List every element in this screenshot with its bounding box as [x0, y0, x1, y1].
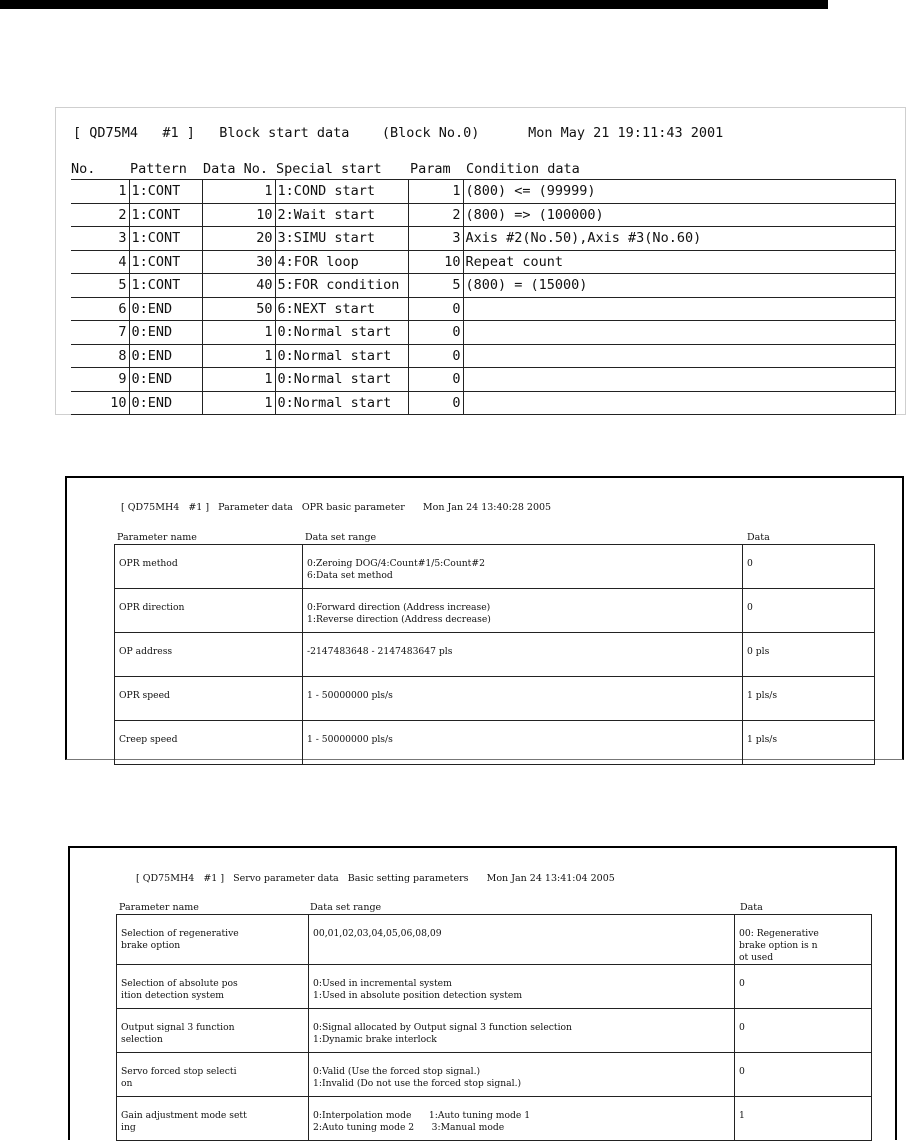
row-no: 1: [71, 180, 129, 204]
cell-line: 6:Data set method: [307, 570, 393, 581]
table-row: [71, 321, 895, 345]
table-row: [71, 203, 895, 227]
cell-line: 1 - 50000000 pls/s: [307, 690, 393, 701]
cell-line: 1 pls/s: [747, 690, 778, 701]
top-rule: [0, 0, 828, 9]
data-set-range-cell: [309, 915, 735, 965]
col-no: No.: [71, 161, 96, 177]
cell-line: 0:Used in incremental system: [313, 978, 452, 989]
cell-line: brake option: [121, 940, 181, 951]
cell-line: 1 - 50000000 pls/s: [307, 734, 393, 745]
table-row: [115, 633, 875, 677]
row-condition: [463, 297, 895, 321]
data-cell: [735, 1097, 872, 1141]
param-name-cell: [115, 633, 303, 677]
row-special-start: 5:FOR condition: [275, 274, 408, 298]
cell-line: ition detection system: [121, 990, 224, 1001]
opr-col-name: Parameter name: [117, 532, 197, 543]
row-special-start: 0:Normal start: [275, 368, 408, 392]
row-data-no: 1: [202, 391, 275, 415]
row-param: 3: [408, 227, 463, 251]
data-set-range-cell: [309, 1097, 735, 1141]
row-pattern: 1:CONT: [129, 203, 202, 227]
row-param: 0: [408, 321, 463, 345]
row-no: 3: [71, 227, 129, 251]
row-pattern: 1:CONT: [129, 274, 202, 298]
table-row: [115, 589, 875, 633]
cell-line: on: [121, 1078, 133, 1089]
cell-line: ot used: [739, 952, 774, 963]
param-name-cell: [115, 721, 303, 765]
servo-parameter-screen: [68, 846, 897, 1140]
servo-col-name: Parameter name: [119, 902, 199, 913]
row-data-no: 40: [202, 274, 275, 298]
data-cell: [743, 677, 875, 721]
row-no: 10: [71, 391, 129, 415]
table-row: [115, 677, 875, 721]
data-cell: [743, 589, 875, 633]
col-special-start: Special start: [276, 161, 382, 177]
row-special-start: 0:Normal start: [275, 321, 408, 345]
row-pattern: 1:CONT: [129, 227, 202, 251]
cell-line: Gain adjustment mode sett: [121, 1110, 247, 1121]
table-row: [117, 1053, 872, 1097]
cell-line: Selection of regenerative: [121, 928, 239, 939]
data-set-range-cell: [309, 1053, 735, 1097]
row-special-start: 0:Normal start: [275, 391, 408, 415]
data-cell: [735, 1009, 872, 1053]
row-special-start: 6:NEXT start: [275, 297, 408, 321]
col-condition-data: Condition data: [466, 161, 580, 177]
row-pattern: 1:CONT: [129, 250, 202, 274]
cell-line: 1:Invalid (Do not use the forced stop signal.): [313, 1078, 522, 1089]
row-data-no: 1: [202, 321, 275, 345]
servo-col-data: Data: [740, 902, 763, 913]
row-condition: (800) = (15000): [463, 274, 895, 298]
row-pattern: 1:CONT: [129, 180, 202, 204]
row-no: 6: [71, 297, 129, 321]
row-data-no: 1: [202, 368, 275, 392]
cell-line: ing: [121, 1122, 136, 1133]
data-set-range-cell: [309, 965, 735, 1009]
param-name-cell: [117, 1097, 309, 1141]
row-pattern: 0:END: [129, 297, 202, 321]
row-pattern: 0:END: [129, 321, 202, 345]
row-data-no: 1: [202, 344, 275, 368]
param-name-cell: [117, 915, 309, 965]
row-pattern: 0:END: [129, 368, 202, 392]
table-row: [71, 297, 895, 321]
block-start-data-screen: [55, 107, 906, 415]
col-param: Param: [410, 161, 451, 177]
opr-parameter-screen: [65, 476, 904, 760]
param-name-cell: [117, 965, 309, 1009]
cell-line: OPR method: [119, 558, 178, 569]
opr-col-range: Data set range: [305, 532, 377, 543]
table-row: [71, 250, 895, 274]
row-special-start: 0:Normal start: [275, 344, 408, 368]
table-row: [115, 545, 875, 589]
cell-line: 0:Interpolation mode 1:Auto tuning mode 1: [313, 1110, 531, 1121]
data-cell: [743, 545, 875, 589]
block-start-header: [ QD75M4 #1 ] Block start data (Block No.0) Mon May 21 19:11:43 2001: [73, 125, 724, 141]
table-row: [117, 1009, 872, 1053]
row-param: 1: [408, 180, 463, 204]
param-name-cell: [115, 545, 303, 589]
table-row: [115, 721, 875, 765]
table-row: [71, 227, 895, 251]
data-set-range-cell: [309, 1009, 735, 1053]
block-start-table: [71, 179, 896, 415]
row-param: 5: [408, 274, 463, 298]
cell-line: 0: [747, 558, 753, 569]
data-set-range-cell: [303, 677, 743, 721]
col-data-no: Data No.: [203, 161, 269, 177]
opr-col-data: Data: [747, 532, 770, 543]
row-param: 0: [408, 297, 463, 321]
opr-table: [114, 544, 875, 765]
row-data-no: 50: [202, 297, 275, 321]
servo-table: [116, 914, 872, 1141]
row-condition: Repeat count: [463, 250, 895, 274]
row-condition: [463, 368, 895, 392]
row-pattern: 0:END: [129, 344, 202, 368]
table-row: [71, 180, 895, 204]
row-no: 4: [71, 250, 129, 274]
row-data-no: 1: [202, 180, 275, 204]
cell-line: 0 pls: [747, 646, 770, 657]
table-row: [117, 1097, 872, 1141]
cell-line: 0: [739, 1022, 745, 1033]
cell-line: 1 pls/s: [747, 734, 778, 745]
cell-line: -2147483648 - 2147483647 pls: [307, 646, 453, 657]
data-cell: [743, 721, 875, 765]
row-condition: (800) => (100000): [463, 203, 895, 227]
row-data-no: 30: [202, 250, 275, 274]
col-pattern: Pattern: [130, 161, 187, 177]
row-special-start: 3:SIMU start: [275, 227, 408, 251]
cell-line: Creep speed: [119, 734, 178, 745]
data-set-range-cell: [303, 633, 743, 677]
row-condition: (800) <= (99999): [463, 180, 895, 204]
row-data-no: 10: [202, 203, 275, 227]
row-condition: [463, 321, 895, 345]
cell-line: 0:Signal allocated by Output signal 3 function selection: [313, 1022, 572, 1033]
cell-line: OPR direction: [119, 602, 185, 613]
cell-line: Servo forced stop selecti: [121, 1066, 237, 1077]
row-data-no: 20: [202, 227, 275, 251]
param-name-cell: [115, 589, 303, 633]
row-no: 9: [71, 368, 129, 392]
row-special-start: 1:COND start: [275, 180, 408, 204]
row-no: 8: [71, 344, 129, 368]
table-row: [117, 915, 872, 965]
data-cell: [743, 633, 875, 677]
cell-line: 1:Reverse direction (Address decrease): [307, 614, 491, 625]
table-row: [71, 274, 895, 298]
cell-line: Selection of absolute pos: [121, 978, 238, 989]
servo-header: [ QD75MH4 #1 ] Servo parameter data Basic setting parameters Mon Jan 24 13:41:04 2005: [136, 873, 615, 884]
data-set-range-cell: [303, 545, 743, 589]
cell-line: 0: [739, 978, 745, 989]
cell-line: 00: Regenerative: [739, 928, 819, 939]
row-special-start: 2:Wait start: [275, 203, 408, 227]
param-name-cell: [115, 677, 303, 721]
data-cell: [735, 965, 872, 1009]
row-no: 2: [71, 203, 129, 227]
row-condition: Axis #2(No.50),Axis #3(No.60): [463, 227, 895, 251]
cell-line: OPR speed: [119, 690, 170, 701]
row-condition: [463, 344, 895, 368]
data-set-range-cell: [303, 721, 743, 765]
cell-line: 1:Used in absolute position detection system: [313, 990, 523, 1001]
cell-line: 1:Dynamic brake interlock: [313, 1034, 437, 1045]
table-row: [71, 368, 895, 392]
param-name-cell: [117, 1009, 309, 1053]
opr-header: [ QD75MH4 #1 ] Parameter data OPR basic parameter Mon Jan 24 13:40:28 2005: [121, 502, 552, 513]
row-param: 10: [408, 250, 463, 274]
cell-line: Output signal 3 function: [121, 1022, 235, 1033]
row-pattern: 0:END: [129, 391, 202, 415]
cell-line: 0: [747, 602, 753, 613]
cell-line: 00,01,02,03,04,05,06,08,09: [313, 928, 442, 939]
cell-line: 0:Valid (Use the forced stop signal.): [313, 1066, 481, 1077]
table-row: [71, 344, 895, 368]
data-cell: [735, 915, 872, 965]
cell-line: 0: [739, 1066, 745, 1077]
row-no: 5: [71, 274, 129, 298]
cell-line: selection: [121, 1034, 163, 1045]
row-param: 0: [408, 344, 463, 368]
row-param: 0: [408, 368, 463, 392]
row-param: 0: [408, 391, 463, 415]
cell-line: 0:Forward direction (Address increase): [307, 602, 491, 613]
cell-line: brake option is n: [739, 940, 818, 951]
param-name-cell: [117, 1053, 309, 1097]
data-set-range-cell: [303, 589, 743, 633]
cell-line: 0:Zeroing DOG/4:Count#1/5:Count#2: [307, 558, 485, 569]
table-row: [71, 391, 895, 415]
table-row: [117, 965, 872, 1009]
row-condition: [463, 391, 895, 415]
row-special-start: 4:FOR loop: [275, 250, 408, 274]
row-no: 7: [71, 321, 129, 345]
cell-line: OP address: [119, 646, 173, 657]
row-param: 2: [408, 203, 463, 227]
cell-line: 2:Auto tuning mode 2 3:Manual mode: [313, 1122, 505, 1133]
servo-col-range: Data set range: [310, 902, 382, 913]
cell-line: 1: [739, 1110, 745, 1121]
data-cell: [735, 1053, 872, 1097]
